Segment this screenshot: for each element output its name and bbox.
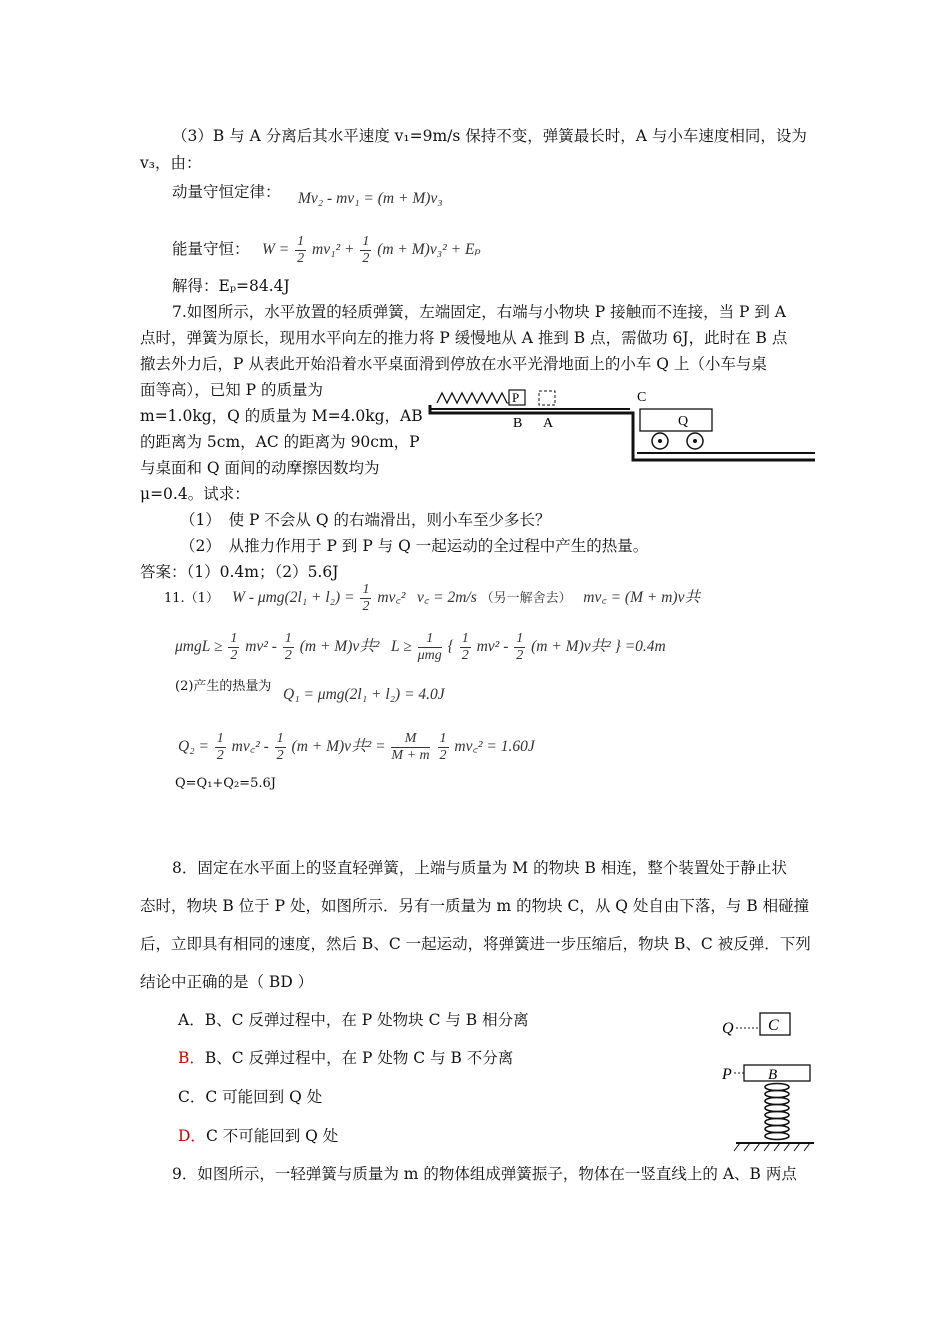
eq1-part-c: v꜀ = 2m/s <box>417 589 477 606</box>
frac-num-M: M <box>391 731 429 748</box>
label-b: B <box>513 416 523 431</box>
option-key-correct: D． <box>178 1127 206 1145</box>
s3-solve: 解得：Eₚ=84.4J <box>172 277 290 295</box>
p9-line1: 9．如图所示，一轻弹簧与质量为 m 的物体组成弹簧振子，物体在一竖直线上的 A、B 两点 <box>172 1165 797 1183</box>
eq2-part-d: L ≥ <box>391 638 412 655</box>
q2-part-a: Q₂ = <box>178 738 209 755</box>
energy-eq-t2: (m + M)v₃² + Eₚ <box>377 241 481 258</box>
frac-den-Mm: M + m <box>391 747 430 763</box>
eq1-part-a: W - μmg(2l₁ + l₂) = <box>232 589 355 606</box>
p11-total: Q=Q₁+Q₂=5.6J <box>175 776 276 791</box>
frac-den: 2 <box>216 747 224 763</box>
frac-den: 2 <box>297 250 305 266</box>
eq2-part-e: { <box>447 638 454 655</box>
p7-figure <box>425 385 820 465</box>
p8-option-b <box>178 1047 513 1069</box>
q2-part-b: mv꜀² - <box>231 738 269 755</box>
position-a-dashed <box>539 391 555 405</box>
frac-num: 1 <box>276 730 284 746</box>
eq2-part-f: mv² - <box>476 638 509 655</box>
fraction-half <box>514 631 525 664</box>
p11-q1-eq: Q₁ = μmg(2l₁ + l₂) = 4.0J <box>283 686 445 703</box>
cart-q <box>640 409 712 431</box>
ground-hatching <box>734 1143 814 1151</box>
frac-den: 2 <box>230 647 238 663</box>
p8-option-c <box>178 1086 322 1108</box>
label-q-fig: Q <box>722 1020 734 1037</box>
frac-den: 2 <box>439 747 447 763</box>
label-c: C <box>637 390 647 405</box>
label-q: Q <box>678 414 689 429</box>
p8-figure <box>718 1003 818 1153</box>
frac-den: 2 <box>362 250 370 266</box>
s3-momentum-eq: Mv₂ - mv₁ = (m + M)v₃ <box>298 190 443 207</box>
s3-energy-label: 能量守恒： <box>172 240 250 258</box>
frac-num: 1 <box>362 581 370 597</box>
s3-line1: （3）B 与 A 分离后其水平速度 v₁=9m/s 保持不变，弹簧最长时，A 与小车速度相同，设为 <box>172 127 807 145</box>
option-text: C 可能回到 Q 处 <box>205 1088 323 1106</box>
frac-num: 1 <box>516 630 524 646</box>
vertical-spring <box>765 1084 789 1140</box>
p11-eq2 <box>175 627 666 667</box>
p11-q2-eq <box>178 725 535 769</box>
p7-question2: （2） 从推力作用于 P 到 P 与 Q 一起运动的全过程中产生的热量。 <box>180 537 649 555</box>
fraction-half <box>295 234 306 267</box>
p8-line3: 后，立即具有相同的速度，然后 B、C 一起运动，将弹簧进一步压缩后，物块 B、C 被反弹．下列 <box>140 935 811 953</box>
p7-line4: 面等高），已知 P 的质量为 <box>140 381 324 399</box>
p7-line1: 7.如图所示，水平放置的轻质弹簧，左端固定，右端与小物块 P 接触而不连接，当 P 到 A <box>172 303 786 321</box>
label-p: P <box>512 390 520 405</box>
p8-line4: 结论中正确的是（ BD ） <box>140 973 314 991</box>
eq1-part-b: mv꜀² <box>377 589 406 606</box>
s3-energy-eq: W = $\frac{1}{2}$ mv₁² + $\frac{1}{2}$ (m + M)v₃² + Eₚ <box>262 233 481 266</box>
frac-den-mumg: μmg <box>417 647 442 663</box>
p11-eq1 <box>232 578 700 618</box>
p11-head: 11.（1） <box>164 591 219 606</box>
option-text: B、C 反弹过程中，在 P 处物 C 与 B 不分离 <box>204 1049 514 1067</box>
option-text: B、C 反弹过程中，在 P 处物块 C 与 B 相分离 <box>204 1011 529 1029</box>
option-key: C． <box>178 1088 206 1106</box>
frac-num: 1 <box>216 730 224 746</box>
option-key-correct: B． <box>178 1049 205 1067</box>
p7-answer: 答案：（1）0.4m；（2）5.6J <box>140 563 339 581</box>
energy-eq-left: W = <box>262 241 290 258</box>
fraction-one-over-mumg <box>418 631 442 664</box>
spring <box>437 393 507 403</box>
frac-den: 2 <box>516 647 524 663</box>
frac-num: 1 <box>284 630 292 646</box>
frac-num: 1 <box>439 730 447 746</box>
eq2-part-c: (m + M)v共² <box>299 638 380 655</box>
q2-part-c: (m + M)v共² = <box>291 738 386 755</box>
fraction-half <box>360 234 371 267</box>
frac-den: 2 <box>461 647 469 663</box>
p7-line3: 撤去外力后，P 从表此开始沿着水平桌面滑到停放在水平光滑地面上的小车 Q 上（小车与桌 <box>140 355 767 373</box>
p7-line5: m=1.0kg，Q 的质量为 M=4.0kg，AB <box>140 407 423 425</box>
option-key: A． <box>178 1011 205 1029</box>
table-surface <box>430 405 815 460</box>
frac-num: 1 <box>461 630 469 646</box>
eq2-part-a: μmgL ≥ <box>175 638 223 655</box>
fraction-half <box>438 731 449 764</box>
p7-line6: 的距离为 5cm，AC 的距离为 90cm，P <box>140 433 420 451</box>
fraction-half <box>215 731 226 764</box>
eq2-part-g: (m + M)v共² } =0.4m <box>531 638 666 655</box>
fraction-half <box>283 631 294 664</box>
eq1-note: （另一解舍去） <box>480 590 572 605</box>
label-b-fig: B <box>768 1067 778 1083</box>
p8-line1: 8．固定在水平面上的竖直轻弹簧，上端与质量为 M 的物块 B 相连，整个装置处于静止状 <box>172 859 787 877</box>
label-c-fig: C <box>768 1017 779 1034</box>
p7-line8: μ=0.4。试求： <box>140 485 250 503</box>
label-a: A <box>543 416 554 431</box>
s3-momentum-label: 动量守恒定律： <box>172 183 281 201</box>
p7-line2: 点时，弹簧为原长，现用水平向左的推力将 P 缓慢地从 A 推到 B 点，需做功 6J，此时在 B 点 <box>140 329 788 347</box>
q2-part-d: mv꜀² = 1.60J <box>454 738 535 755</box>
fraction-half <box>460 631 471 664</box>
frac-den: 2 <box>362 598 370 614</box>
fraction-half <box>275 731 286 764</box>
p8-line2: 态时，物块 B 位于 P 处，如图所示．另有一质量为 m 的物块 C，从 Q 处自由下落，与 B 相碰撞 <box>140 897 810 915</box>
eq2-part-b: mv² - <box>245 638 277 655</box>
label-p-fig: P <box>722 1066 732 1083</box>
p11-heat-label: (2)产生的热量为 <box>175 679 272 694</box>
energy-eq-t1: mv₁² <box>312 241 341 258</box>
p8-option-d <box>178 1125 338 1147</box>
frac-num: 1 <box>418 631 442 648</box>
eq1-part-d: mv꜀ = (M + m)v共 <box>583 589 700 606</box>
p8-option-a <box>178 1009 529 1031</box>
fraction-m-over-mplusm <box>391 731 429 764</box>
frac-num: 1 <box>362 233 370 249</box>
s3-line2: v₃，由： <box>140 154 202 172</box>
frac-num: 1 <box>230 630 238 646</box>
option-text: C 不可能回到 Q 处 <box>205 1127 339 1145</box>
frac-den: 2 <box>284 647 292 663</box>
fraction-half <box>360 582 371 615</box>
p7-line7: 与桌面和 Q 面间的动摩擦因数均为 <box>140 459 380 477</box>
p7-question1: （1） 使 P 不会从 Q 的右端滑出，则小车至少多长？ <box>180 511 551 529</box>
frac-den: 2 <box>276 747 284 763</box>
fraction-half <box>228 631 239 664</box>
frac-num: 1 <box>297 233 305 249</box>
